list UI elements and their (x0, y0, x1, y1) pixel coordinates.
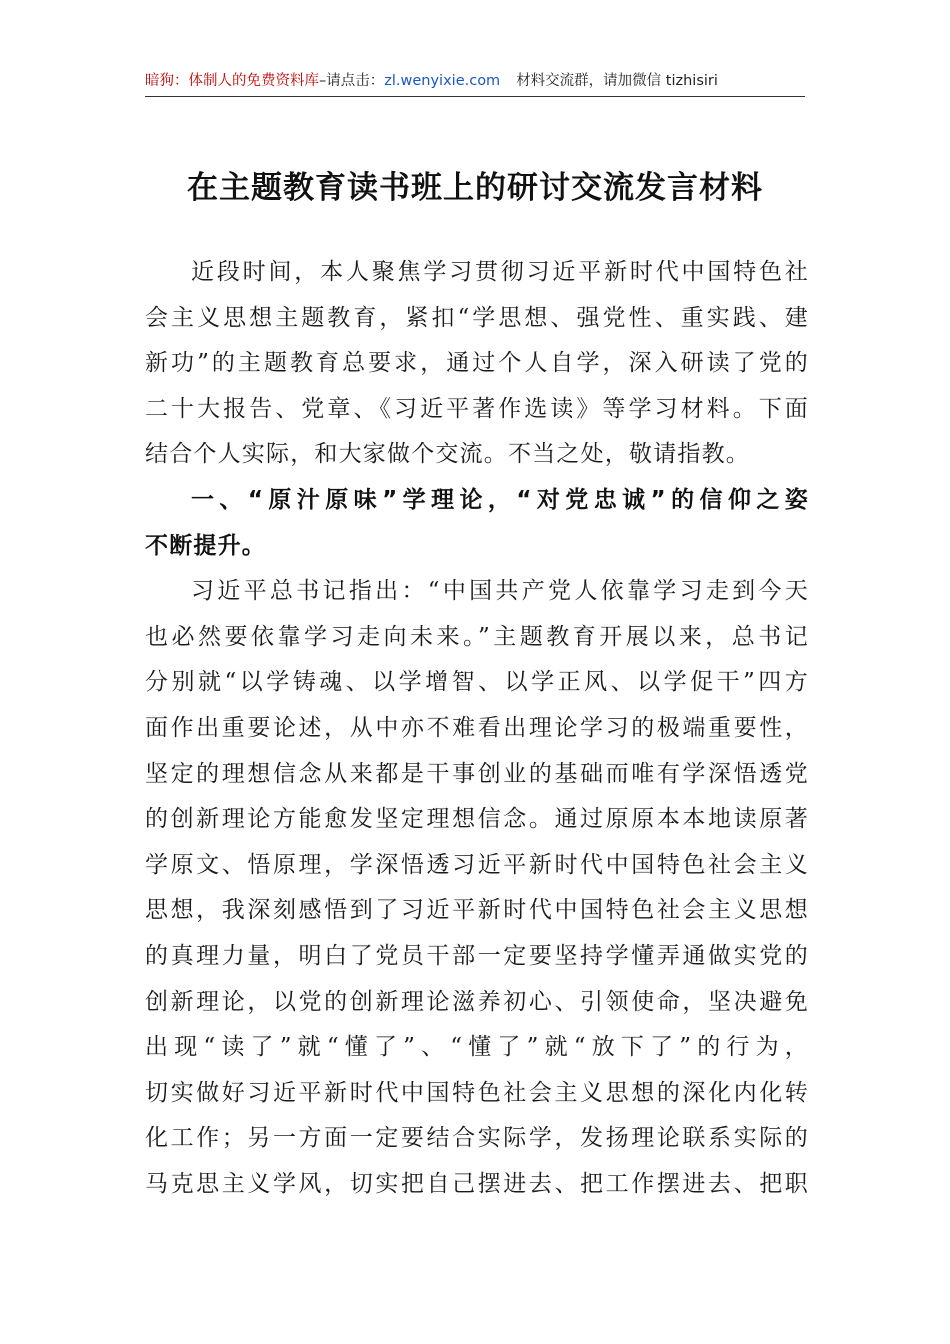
paragraph-line: 的真理力量，明白了党员干部一定要坚持学懂弄通做实党的 (145, 942, 809, 969)
header-click-prompt: –请点击： (319, 73, 385, 89)
paragraph-line: 近段时间，本人聚焦学习贯彻习近平新时代中国特色社 (191, 259, 809, 285)
paragraph-intro (145, 250, 809, 478)
paragraph-line: 习近平总书记指出：“中国共产党人依靠学习走到今天 (191, 578, 809, 605)
paragraph-line: 结合个人实际，和大家做个交流。不当之处，敬请指教。 (145, 441, 750, 468)
paragraph-line: 新功”的主题教育总要求，通过个人自学，深入研读了党的 (145, 350, 809, 377)
paragraph-line: 学原文、悟原理，学深悟透习近平新时代中国特色社会主义 (145, 851, 809, 878)
heading-line: 一、“原汁原味”学理论，“对党忠诚”的信仰之姿 (191, 486, 809, 513)
paragraph-line: 二十大报告、党章、《习近平著作选读》等学习材料。下面 (145, 395, 809, 422)
paragraph-line: 出现“读了”就“懂了”、“懂了”就“放下了”的行为， (145, 1034, 809, 1061)
header-site-name: 暗狗：体制人的免费资料库 (145, 73, 319, 89)
header-wechat-note: 材料交流群，请加微信 tizhisiri (516, 73, 718, 89)
section-heading-1 (145, 478, 809, 569)
heading-line: 不断提升。 (145, 532, 266, 559)
paragraph-line: 的创新理论方能愈发坚定理想信念。通过原原本本地读原著 (145, 806, 809, 833)
paragraph-line: 也必然要依靠学习走向未来。”主题教育开展以来，总书记 (145, 623, 809, 650)
paragraph-line: 切实做好习近平新时代中国特色社会主义思想的深化内化转 (145, 1079, 809, 1106)
document-body (145, 250, 809, 1207)
paragraph-line: 创新理论，以党的创新理论滋养初心、引领使命，坚决避免 (145, 988, 809, 1015)
paragraph-section-1 (145, 569, 809, 1207)
paragraph-line: 会主义思想主题教育，紧扣“学思想、强党性、重实践、建 (145, 304, 809, 331)
paragraph-line: 分别就“以学铸魂、以学增智、以学正风、以学促干”四方 (145, 669, 809, 696)
document-title: 在主题教育读书班上的研讨交流发言材料 (187, 170, 763, 206)
paragraph-line: 马克思主义学风，切实把自己摆进去、把工作摆进去、把职 (145, 1170, 809, 1197)
paragraph-line: 坚定的理想信念从来都是干事创业的基础而唯有学深悟透党 (145, 760, 809, 787)
page-header (145, 66, 805, 97)
header-link[interactable]: zl.wenyixie.com (384, 73, 501, 89)
paragraph-line: 化工作；另一方面一定要结合实际学，发扬理论联系实际的 (145, 1125, 809, 1152)
paragraph-line: 思想，我深刻感悟到了习近平新时代中国特色社会主义思想 (145, 897, 809, 924)
paragraph-line: 面作出重要论述，从中亦不难看出理论学习的极端重要性， (145, 714, 809, 741)
